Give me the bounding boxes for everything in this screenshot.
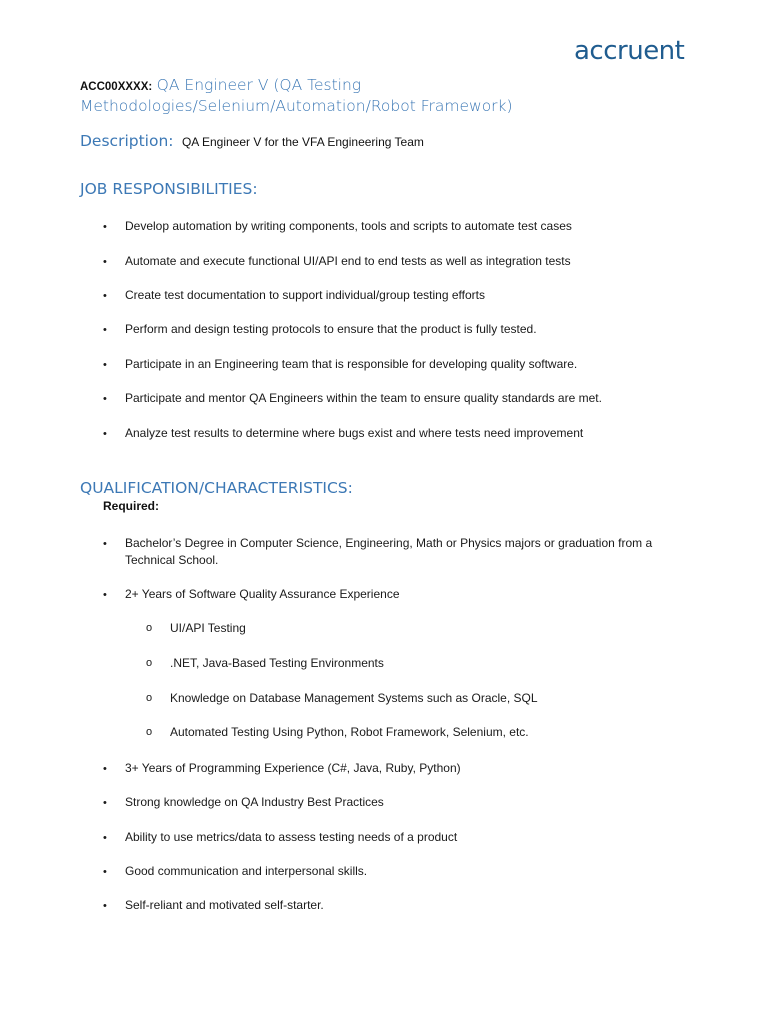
accruent-logo: accruent (574, 36, 685, 66)
description-label: Description: (80, 132, 174, 150)
sub-list-item-text: Knowledge on Database Management Systems such as Oracle, SQL (170, 691, 538, 705)
circle-bullet-icon: o (146, 622, 153, 634)
circle-bullet-icon: o (146, 726, 153, 738)
bullet-icon: • (103, 589, 107, 601)
description-value: QA Engineer V for the VFA Engineering Team (181, 135, 424, 149)
job-code: ACC00XXXX: (80, 81, 153, 93)
job-title (80, 76, 700, 116)
responsibilities-heading: JOB RESPONSIBILITIES: (80, 180, 258, 198)
bullet-icon: • (103, 290, 107, 302)
circle-bullet-icon: o (146, 692, 153, 704)
bullet-icon: • (103, 763, 107, 775)
list-item-text: Good communication and interpersonal skills. (125, 864, 368, 878)
list-item-text: 3+ Years of Programming Experience (C#, Java, Ruby, Python) (125, 761, 461, 775)
list-item-text: Develop automation by writing components, tools and scripts to automate test cases (125, 219, 572, 233)
bullet-icon: • (103, 256, 107, 268)
bullet-icon: • (103, 393, 107, 405)
bullet-icon: • (103, 900, 107, 912)
list-item-text: Create test documentation to support individual/group testing efforts (125, 288, 485, 302)
list-item-text: Automate and execute functional UI/API end to end tests as well as integration tests (125, 254, 571, 268)
list-item-text: Strong knowledge on QA Industry Best Practices (125, 795, 384, 809)
bullet-icon: • (103, 832, 107, 844)
bullet-icon: • (103, 797, 107, 809)
bullet-icon: • (103, 359, 107, 371)
list-item-text: Participate and mentor QA Engineers within the team to ensure quality standards are met. (125, 391, 602, 405)
sub-list-item-text: UI/API Testing (170, 621, 246, 635)
bullet-icon: • (103, 866, 107, 878)
list-item-text: 2+ Years of Software Quality Assurance Experience (125, 587, 400, 601)
list-item-text: Perform and design testing protocols to ensure that the product is fully tested. (125, 322, 537, 336)
description (80, 132, 424, 151)
qualifications-heading: QUALIFICATION/CHARACTERISTICS: (80, 479, 353, 497)
sub-list-item-text: .NET, Java-Based Testing Environments (170, 656, 384, 670)
job-title-text: QA Engineer V (QA Testing Methodologies/Selenium/Automation/Robot Framework) (80, 76, 513, 115)
list-item-text: Participate in an Engineering team that is responsible for developing quality software. (125, 357, 578, 371)
list-item-text: Ability to use metrics/data to assess testing needs of a product (125, 830, 458, 844)
bullet-icon: • (103, 324, 107, 336)
circle-bullet-icon: o (146, 657, 153, 669)
list-item-text: Analyze test results to determine where bugs exist and where tests need improvement (125, 426, 584, 440)
bullet-icon: • (103, 428, 107, 440)
list-item-text: Bachelor’s Degree in Computer Science, Engineering, Math or Physics majors or graduation from a Technical School. (125, 536, 653, 567)
sub-list-item-text: Automated Testing Using Python, Robot Framework, Selenium, etc. (170, 725, 529, 739)
bullet-icon: • (103, 221, 107, 233)
list-item-text: Self-reliant and motivated self-starter. (125, 898, 324, 912)
required-label: Required: (103, 499, 160, 513)
bullet-icon: • (103, 538, 107, 550)
